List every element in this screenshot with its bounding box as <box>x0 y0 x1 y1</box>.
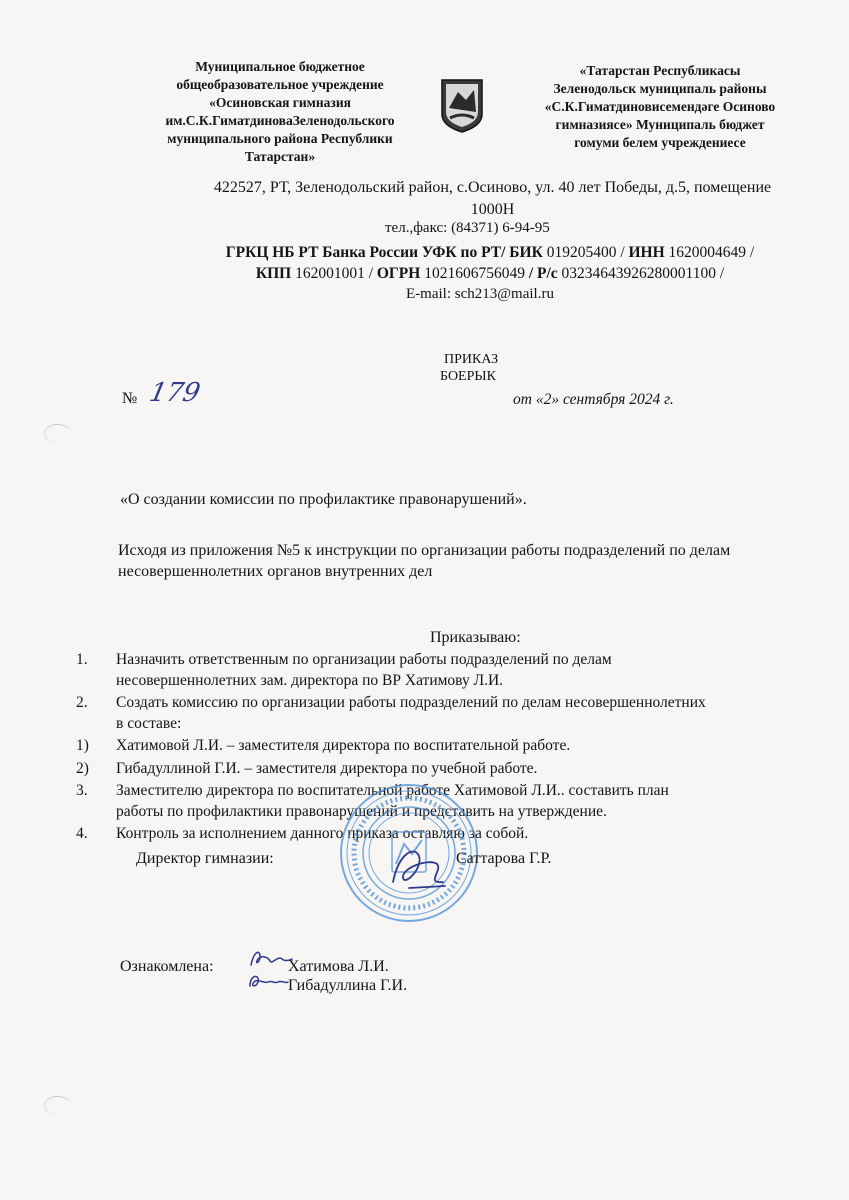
acknowledged-name: Хатимова Л.И. <box>288 958 389 975</box>
bank-line-2 <box>180 263 800 284</box>
list-item <box>76 693 796 734</box>
list-item-number: 2) <box>76 759 89 777</box>
bank-details <box>180 242 800 284</box>
header-left-line: «Осиновская гимназия <box>209 95 351 110</box>
list-item-line: Контроль за исполнением данного приказа оставляю за собой. <box>116 825 529 842</box>
list-item <box>76 759 796 780</box>
list-item-number: 3. <box>76 782 88 799</box>
basis-line: Исходя из приложения №5 к инструкции по организации работы подразделений по делам <box>118 542 731 559</box>
list-item-line: Назначить ответственным по организации работы подразделений по делам <box>116 651 612 668</box>
bank-value: 162001001 / <box>291 265 377 282</box>
header-right-line: гомуми белем учреждениесе <box>574 135 746 150</box>
list-item-line: в составе: <box>116 714 182 732</box>
bank-label: ГРКЦ НБ РТ Банка России УФК по РТ/ БИК <box>225 244 543 261</box>
director-signature-icon <box>385 842 455 894</box>
email-link[interactable]: E-mail: sch213@mail.ru <box>406 286 554 302</box>
header-left-line: им.С.К.ГиматдиноваЗеленодольского <box>165 113 395 128</box>
header-left-line: Муниципальное бюджетное <box>195 59 365 74</box>
header-left-line: муниципального района Республики <box>167 131 393 146</box>
list-item-text <box>116 650 796 691</box>
header-left-institution-ru <box>130 58 430 166</box>
list-item-line: Заместителю директора по воспитательной работе Хатимовой Л.И.. составить план <box>116 782 669 799</box>
order-basis <box>118 540 798 582</box>
punch-hole-mark <box>44 1096 71 1115</box>
address-block <box>185 177 800 221</box>
list-item-number: 1) <box>76 737 89 754</box>
list-item-line: несовершеннолетних зам. директора по ВР Хатимову Л.И. <box>116 671 504 689</box>
bank-value: 1021606756049 <box>420 265 529 282</box>
list-item-line: работы по профилактики правонарушений и представить на утверждение. <box>116 802 607 820</box>
list-item-line: Создать комиссию по организации работы подразделений по делам несовершеннолетних <box>116 694 706 711</box>
header-right-line: «С.К.Гиматдиновисемендәге Осиново <box>544 99 776 114</box>
document-title-ru: ПРИКАЗ <box>444 352 499 367</box>
bank-value: 019205400 / <box>542 244 629 261</box>
bank-value: 1620004649 / <box>664 244 755 261</box>
order-date: от «2» сентября 2024 г. <box>513 391 674 408</box>
list-item <box>76 650 796 691</box>
acknowledged-name: Гибадуллина Г.И. <box>288 977 408 994</box>
bank-line-1 <box>180 242 800 263</box>
header-right-line: гимназиясе» Муниципаль бюджет <box>555 117 765 132</box>
director-label: Директор гимназии: <box>136 850 274 867</box>
list-item-text <box>116 693 796 734</box>
order-subject: «О создании комиссии по профилактике правонарушений». <box>120 491 527 508</box>
order-number-handwritten: 179 <box>146 378 203 408</box>
bank-label: ИНН <box>628 244 665 261</box>
list-item-line: Хатимовой Л.И. – заместителя директора по воспитательной работе. <box>116 737 571 754</box>
orders-heading: Приказываю: <box>430 629 521 646</box>
bank-label: ОГРН <box>376 265 421 282</box>
bank-label: / Р/с <box>528 265 558 282</box>
coat-of-arms-icon <box>440 78 484 134</box>
address-line: 422527, РТ, Зеленодольский район, с.Осиново, ул. 40 лет Победы, д.5, помещение <box>213 179 772 196</box>
header-left-line: Татарстан» <box>244 149 316 164</box>
header-right-line: Зеленодольск муниципаль районы <box>553 81 767 96</box>
bank-label: КПП <box>255 265 292 282</box>
list-item-number: 4. <box>76 825 88 842</box>
bank-value: 03234643926280001100 / <box>557 265 725 282</box>
header-right-institution-tt <box>530 62 790 152</box>
list-item <box>76 736 796 757</box>
phone-fax: тел.,факс: (84371) 6-94-95 <box>385 220 550 236</box>
list-item-line: Гибадуллиной Г.И. – заместителя директора по учебной работе. <box>116 759 538 777</box>
basis-line: несовершеннолетних органов внутренних дел <box>118 563 433 580</box>
header-left-line: общеобразовательное учреждение <box>176 77 384 92</box>
punch-hole-mark <box>44 424 71 443</box>
signature-icon <box>246 970 290 994</box>
list-item-number: 1. <box>76 651 88 668</box>
order-number-label: № <box>122 390 138 407</box>
header-right-line: «Татарстан Республикасы <box>579 63 741 78</box>
list-item-number: 2. <box>76 694 88 711</box>
director-name: Саттарова Г.Р. <box>456 850 552 867</box>
address-line: 1000Н <box>470 201 515 218</box>
document-title-tt: БОЕРЫК <box>440 369 496 384</box>
acknowledged-label: Ознакомлена: <box>120 958 214 975</box>
